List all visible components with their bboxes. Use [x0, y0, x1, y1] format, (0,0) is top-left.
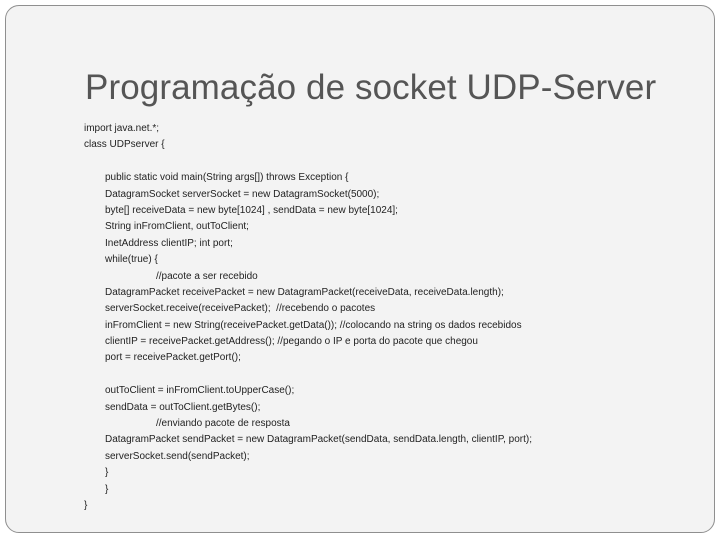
code-line: } — [105, 483, 109, 495]
code-line — [84, 154, 532, 170]
code-line: byte[] receiveData = new byte[1024] , sendData = new byte[1024]; — [105, 204, 398, 216]
code-line: sendData = outToClient.getBytes(); — [105, 401, 261, 413]
code-line — [84, 367, 532, 383]
code-line: inFromClient = new String(receivePacket.getData()); //colocando na string os dados recebidos — [105, 319, 522, 331]
code-line: DatagramPacket receivePacket = new DatagramPacket(receiveData, receiveData.length); — [105, 286, 504, 298]
code-line: serverSocket.send(sendPacket); — [105, 450, 250, 462]
code-line: //pacote a ser recebido — [156, 270, 258, 282]
code-line: } — [105, 467, 109, 479]
code-line: String inFromClient, outToClient; — [105, 221, 249, 233]
code-line: outToClient = inFromClient.toUpperCase(); — [105, 385, 295, 397]
code-line: serverSocket.receive(receivePacket); //recebendo o pacotes — [105, 303, 376, 315]
code-block — [84, 121, 532, 514]
code-line: class UDPserver { — [84, 139, 165, 151]
code-line: while(true) { — [105, 254, 158, 266]
code-line: public static void main(String args[]) throws Exception { — [105, 172, 349, 184]
code-line: port = receivePacket.getPort(); — [105, 352, 241, 364]
code-line: InetAddress clientIP; int port; — [105, 237, 233, 249]
code-line: //enviando pacote de resposta — [156, 418, 290, 430]
code-line: clientIP = receivePacket.getAddress(); //pegando o IP e porta do pacote que chegou — [105, 336, 478, 348]
code-line: DatagramSocket serverSocket = new DatagramSocket(5000); — [105, 188, 380, 200]
code-line: DatagramPacket sendPacket = new DatagramPacket(sendData, sendData.length, clientIP, port); — [105, 434, 532, 446]
code-line: } — [84, 499, 88, 511]
slide-frame — [5, 5, 715, 533]
code-line: import java.net.*; — [84, 123, 160, 134]
slide-title: Programação de socket UDP-Server — [85, 68, 657, 107]
